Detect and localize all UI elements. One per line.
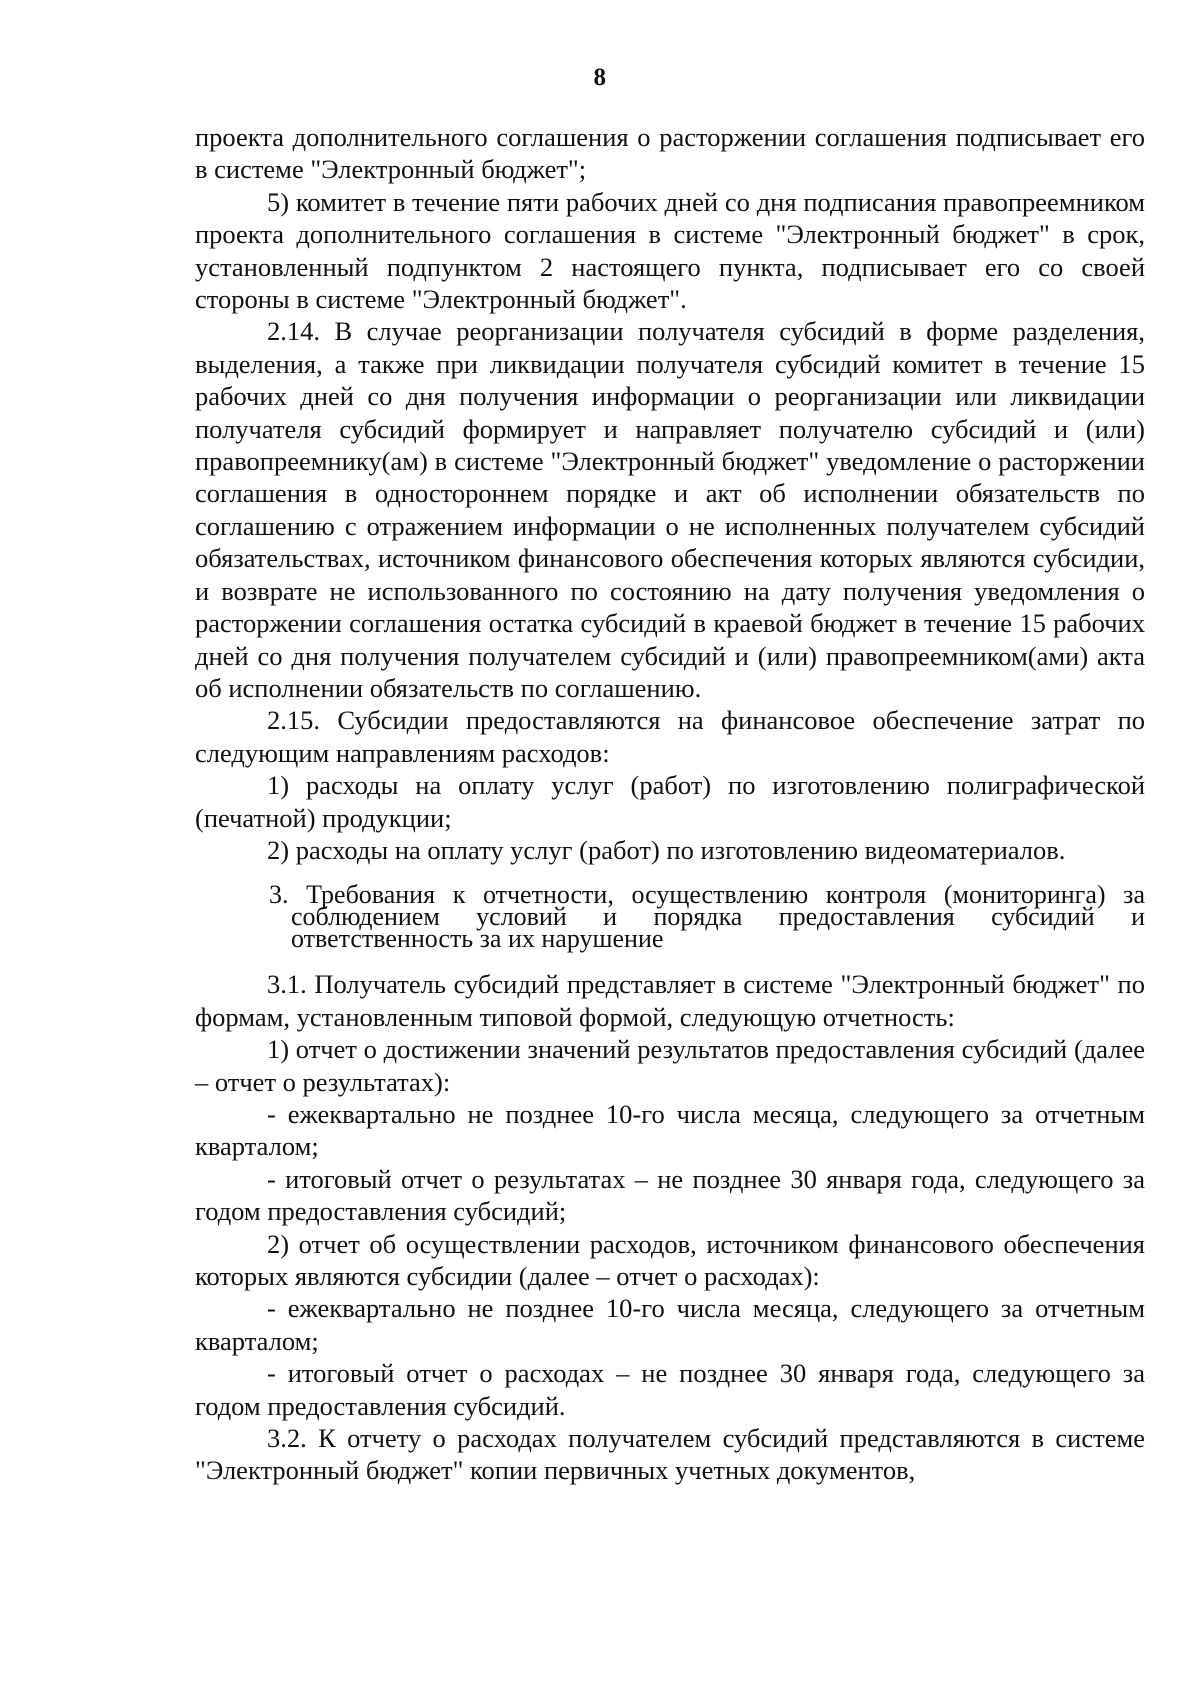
list-item: - ежеквартально не позднее 10-го числа месяца, следующего за отчетным кварталом; [195, 1098, 1145, 1162]
list-item: - ежеквартально не позднее 10-го числа месяца, следующего за отчетным кварталом; [195, 1293, 1145, 1356]
list-item: 2) расходы на оплату услуг (работ) по изготовлению видеоматериалов. [267, 834, 1066, 865]
list-item: 1) расходы на оплату услуг (работ) по изготовлению полиграфической (печатной) продукции; [195, 770, 1145, 833]
list-item: - итоговый отчет о результатах – не позднее 30 января года, следующего за годом предоставления субсидий; [195, 1163, 1145, 1227]
section-heading: 3. Требования к отчетности, осуществлению контроля (мониторинга) за соблюдением условий и порядка предоставления субсидий и ответственность за их нарушение [269, 880, 1145, 954]
document-body [195, 121, 1145, 1487]
paragraph: проекта дополнительного соглашения о расторжении соглашения подписывает его в системе "Электронный бюджет"; [195, 122, 1145, 185]
paragraph-3-2: 3.2. К отчету о расходах получателем субсидий представляются в системе "Электронный бюджет" копии первичных учетных документов, [195, 1423, 1145, 1486]
paragraph-2-14: 2.14. В случае реорганизации получателя субсидий в форме разделения, выделения, а также при ликвидации получателя субсидий комитет в течение 15 рабочих дней со дня получения информации о реорганизации или ликвидации получателя субсидий формирует и направляет получателю субсидий и (или) правопреемнику(ам) в системе "Электронный бюджет" уведомление о расторжении соглашения в одностороннем порядке и акт об исполнении обязательств по соглашению с отражением информации о не исполненных получателем субсидий обязательствах, источником финансового обеспечения которых являются субсидии, и возврате не использованного по состоянию на дату получения уведомления о расторжении соглашения остатка субсидий в краевой бюджет в течение 15 рабочих дней со дня получения получателем субсидий и (или) правопреемником(ами) акта об исполнении обязательств по соглашению. [195, 316, 1145, 703]
list-item: 1) отчет о достижении значений результатов предоставления субсидий (далее – отчет о результатах): [195, 1034, 1145, 1097]
list-item: 2) отчет об осуществлении расходов, источником финансового обеспечения которых являются субсидии (далее – отчет о расходах): [195, 1228, 1145, 1291]
paragraph: 5) комитет в течение пяти рабочих дней со дня подписания правопреемником проекта дополнительного соглашения в системе "Электронный бюджет" в срок, установленный подпунктом 2 настоящего пункта, подписывает его со своей стороны в системе "Электронный бюджет". [195, 186, 1145, 315]
paragraph-2-15: 2.15. Субсидии предоставляются на финансовое обеспечение затрат по следующим направлениям расходов: [195, 705, 1145, 768]
list-item: - итоговый отчет о расходах – не позднее 30 января года, следующего за годом предоставления субсидий. [195, 1358, 1145, 1421]
paragraph-3-1: 3.1. Получатель субсидий представляет в системе "Электронный бюджет" по формам, установленным типовой формой, следующую отчетность: [195, 969, 1145, 1032]
page-number: 8 [593, 64, 607, 91]
